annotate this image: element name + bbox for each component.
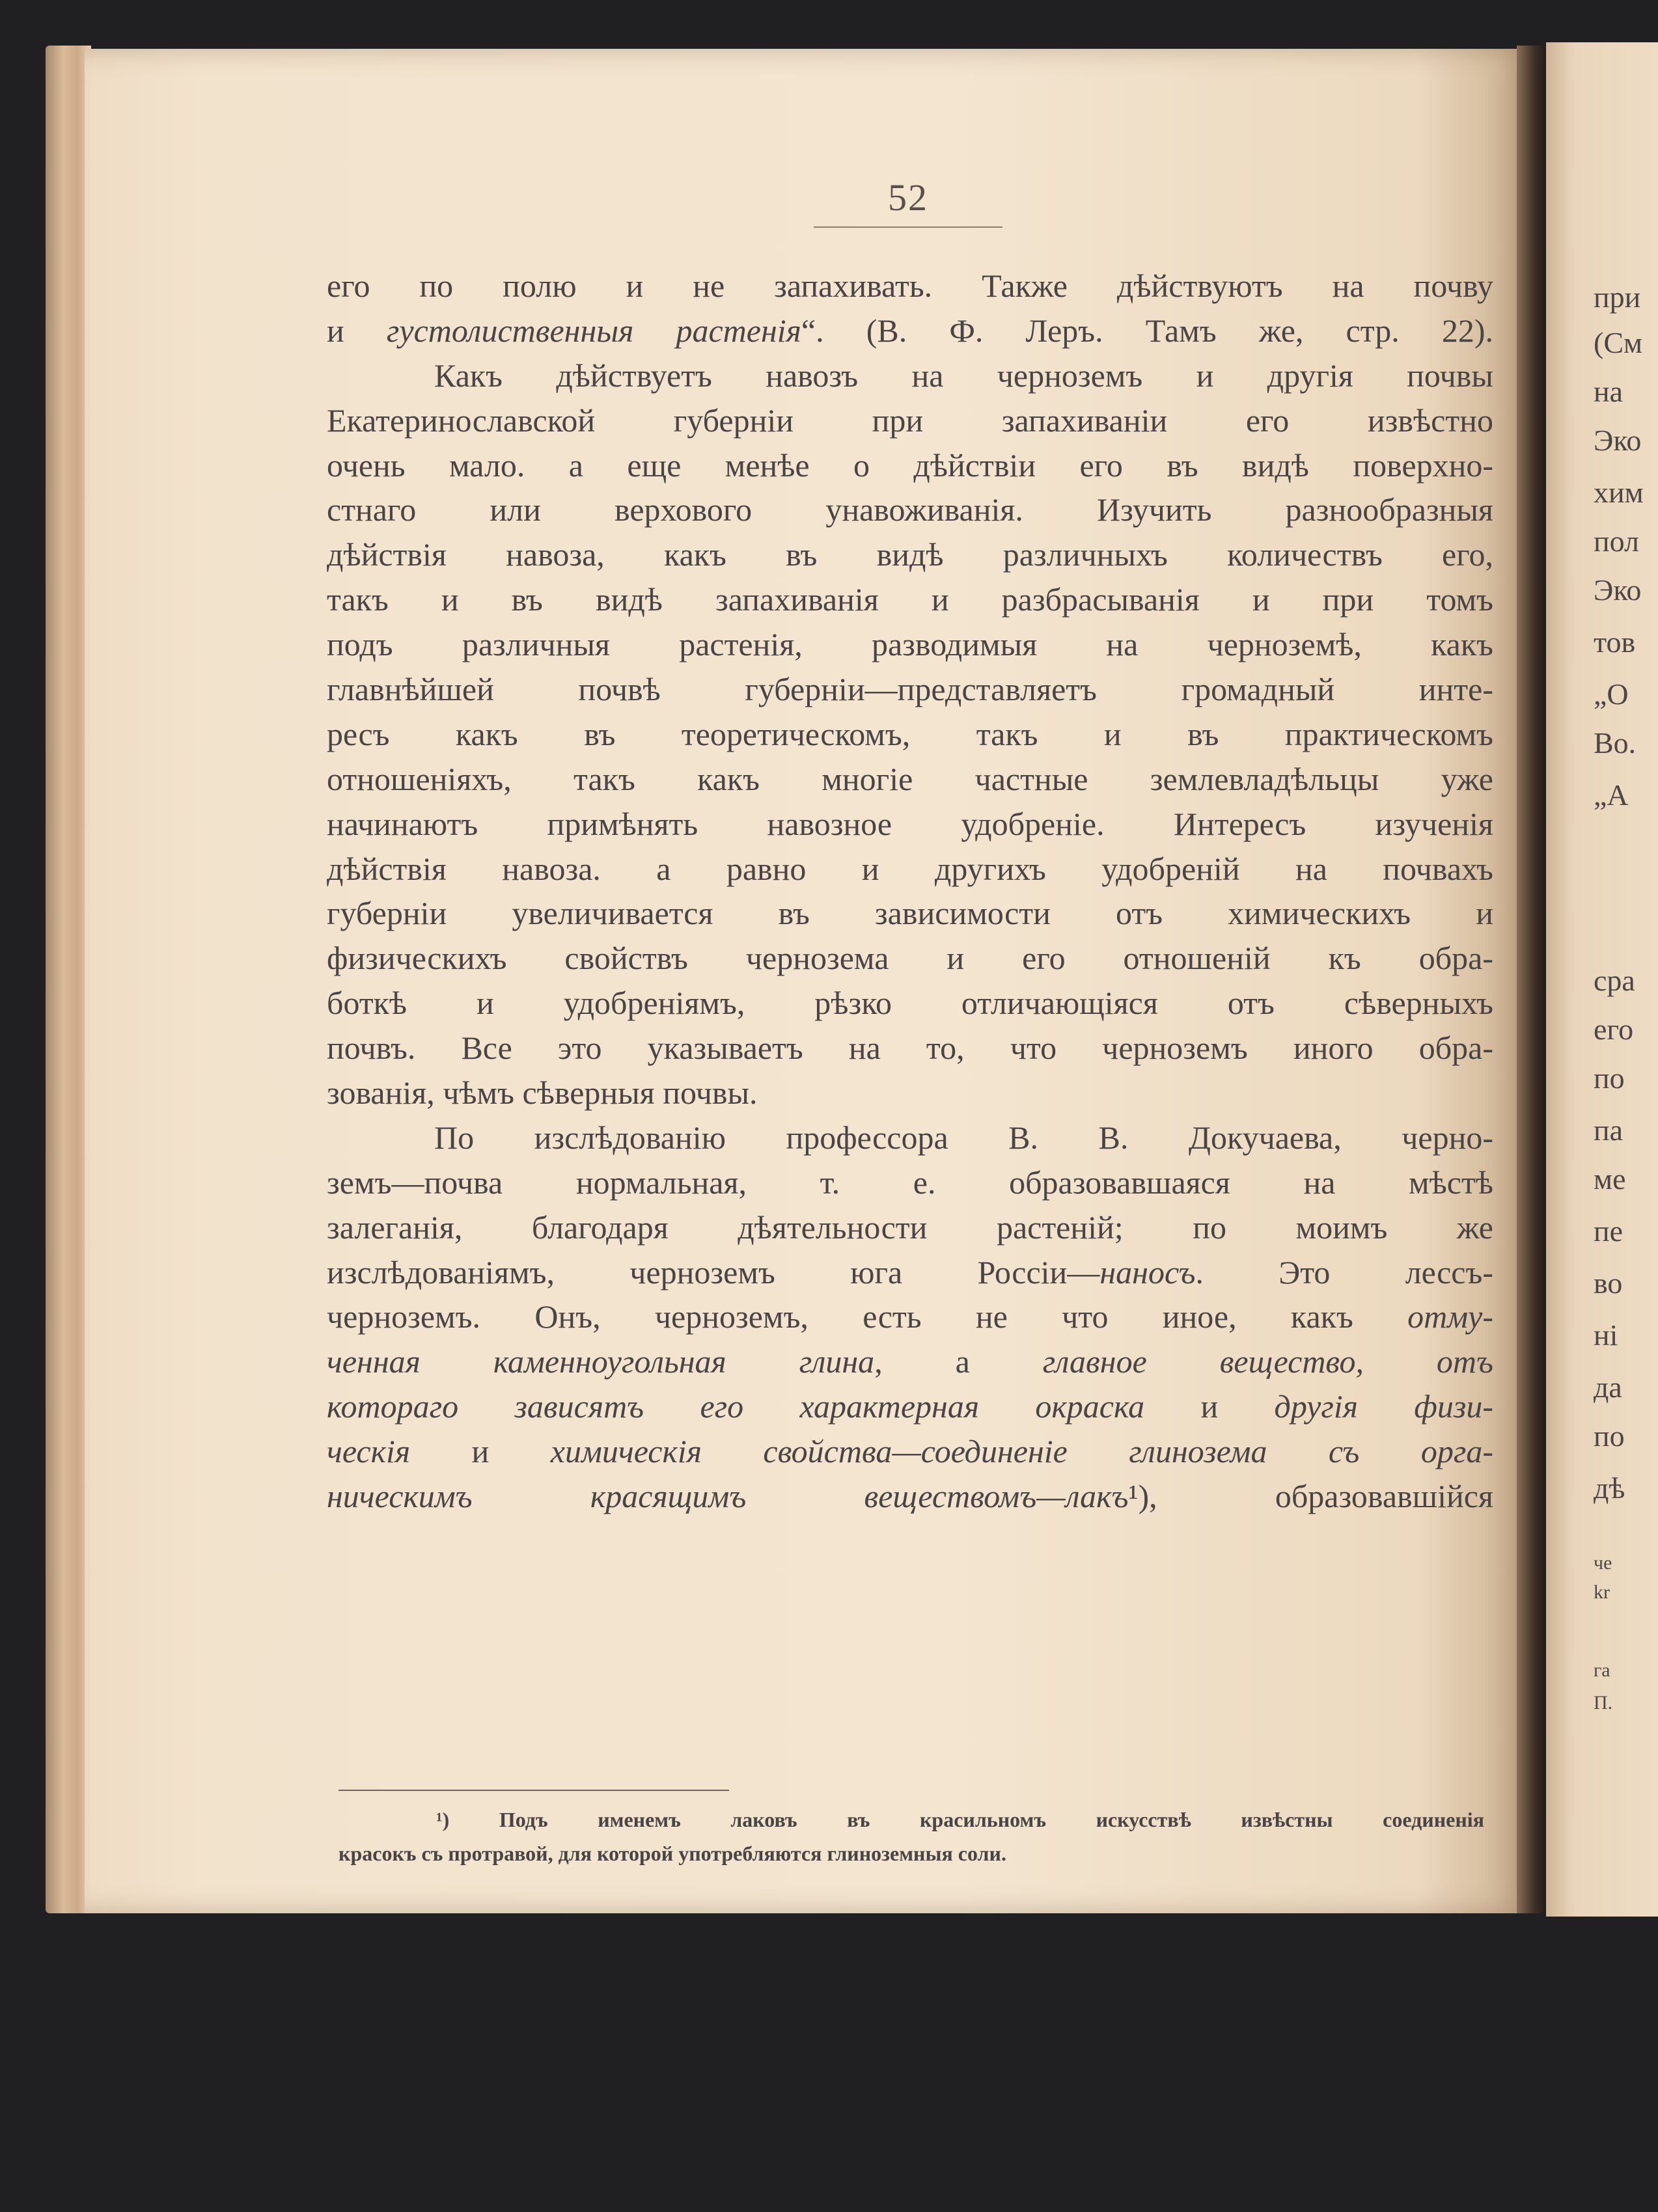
text-segment: почвъ. Все это указываетъ на то, что черноземъ иного обра- [327,1030,1493,1067]
text-line [327,847,1493,892]
text-segment: подъ различныя растенія, разводимыя на черноземѣ, какъ [327,626,1493,663]
text-line [327,936,1493,981]
facing-page-fragment: пол [1594,525,1639,558]
text-line [327,264,1493,308]
text-line [327,1384,1493,1429]
facing-page-fragment: пе [1594,1214,1623,1248]
italic-segment: химическія свойства—соединеніе глинозема съ орга- [550,1433,1493,1470]
text-line [327,1474,1493,1519]
text-segment: ресъ какъ въ теоретическомъ, такъ и въ практическомъ [327,715,1493,752]
facing-page-fragment: (См [1594,326,1643,359]
facing-page-fragment: по [1594,1419,1625,1453]
text-line [327,398,1493,443]
text-segment: . Это лессъ- [1195,1253,1493,1290]
facing-page-fragment: хим [1594,476,1644,509]
text-line [327,712,1493,757]
text-segment: начинаютъ примѣнять навозное удобреніе. Интересъ изученія [327,805,1493,842]
text-line [327,443,1493,488]
page-number-rule [814,226,1002,228]
italic-segment: другія физи- [1274,1388,1493,1425]
footnote-line: красокъ съ протравой, для которой употребляются глиноземныя соли. [339,1842,1006,1865]
facing-page-fragment: Эко [1594,424,1642,457]
text-segment: залеганія, благодаря дѣятельности растеній; по моимъ же [327,1208,1493,1246]
text-segment: очень мало. а еще менѣе о дѣйствіи его въ видѣ поверхно- [327,446,1493,484]
text-segment: , а [874,1343,1043,1380]
text-line [327,891,1493,936]
text-line [327,1160,1493,1205]
facing-page-fragment: тов [1594,625,1636,659]
text-line [327,667,1493,712]
italic-segment: наносъ [1099,1253,1196,1290]
text-line [327,1429,1493,1474]
text-segment: стнаго или верхового унавоживанія. Изучить разнообразныя [327,491,1493,528]
footnote [339,1803,1484,1870]
text-line [327,1026,1493,1071]
text-segment: такъ и въ видѣ запахиванія и разбрасыванія и при томъ [327,581,1493,618]
facing-page-fragment: во [1594,1266,1623,1300]
text-line [327,487,1493,532]
text-segment: земъ—почва нормальная, т. е. образовавшаяся на мѣстѣ [327,1164,1493,1201]
text-segment: ¹), образовавшійся [1128,1478,1493,1515]
text-segment: зованія, чѣмъ сѣверныя почвы. [327,1074,758,1112]
text-segment: губерніи увеличивается въ зависимости отъ химическихъ и [327,895,1493,932]
facing-page-fragment: да [1594,1371,1622,1404]
text-segment: и [327,312,387,349]
italic-segment: ническимъ красящимъ веществомъ—лакъ [327,1478,1129,1515]
facing-page-fragment: kr [1594,1581,1610,1603]
text-segment: отношеніяхъ, такъ какъ многіе частные землевладѣльцы уже [327,760,1493,797]
text-segment: дѣйствія навоза. а равно и другихъ удобреній на почвахъ [327,850,1493,887]
facing-page-fragment: Во. [1594,726,1637,759]
footnote-line: ¹) Подъ именемъ лаковъ въ красильномъ искусствѣ извѣстны соединенія [436,1808,1484,1831]
text-segment: Екатеринославской губерніи при запахиваніи его извѣстно [327,402,1493,439]
page-number: 52 [888,176,928,219]
text-segment: “. (В. Ф. Леръ. Тамъ же, стр. 22). [801,312,1493,349]
facing-page-fragment: га [1594,1659,1610,1681]
text-line [327,308,1493,353]
facing-page-fragment: на [1594,375,1623,408]
text-line [327,1339,1493,1384]
facing-page-fragment: Эко [1594,573,1642,607]
facing-page-fragment: че [1594,1552,1612,1574]
text-segment: Какъ дѣйствуетъ навозъ на черноземъ и другія почвы [434,357,1493,394]
facing-page-fragment: ні [1594,1318,1618,1352]
footnote-rule [339,1790,729,1791]
book-gutter [1517,46,1546,1913]
text-segment: изслѣдованіямъ, черноземъ юга Россіи— [327,1253,1100,1290]
text-line [327,757,1493,802]
facing-page-fragment: П. [1594,1692,1613,1714]
text-segment: и [1144,1388,1275,1425]
italic-segment: густолиственныя растенія [386,312,801,349]
facing-page-fragment: дѣ [1594,1471,1625,1505]
text-segment: боткѣ и удобреніямъ, рѣзко отличающіяся отъ сѣверныхъ [327,985,1493,1022]
text-segment: физическихъ свойствъ чернозема и его отношеній къ обра- [327,940,1493,977]
text-line [327,1071,1493,1115]
facing-page-fragment: ме [1594,1162,1626,1195]
text-line [327,1205,1493,1250]
text-line [327,1250,1493,1295]
text-line [327,981,1493,1026]
italic-segment: ченная каменноугольная глина [327,1343,875,1380]
facing-page-fragment: его [1594,1013,1634,1046]
text-segment: дѣйствія навоза, какъ въ видѣ различныхъ количествъ его, [327,536,1493,573]
text-line [327,802,1493,847]
text-line [327,1115,1493,1160]
text-segment: По изслѣдованію профессора В. В. Докучаева, черно- [434,1119,1493,1156]
facing-page-fragment: „А [1594,778,1629,812]
facing-page-fragment: па [1594,1113,1623,1147]
italic-segment: котораго зависятъ его характерная окраска [327,1388,1145,1425]
text-line [327,1294,1493,1339]
italic-segment: отму- [1407,1298,1493,1335]
facing-page-fragment: по [1594,1061,1625,1095]
text-segment: и [410,1433,551,1470]
italic-segment: ческія [327,1433,411,1470]
main-text [327,264,1493,1519]
italic-segment: главное вещество, отъ [1042,1343,1493,1380]
text-segment: его по полю и не запахивать. Также дѣйствуютъ на почву [327,267,1493,304]
text-line [327,353,1493,398]
facing-page-fragment: „О [1594,677,1629,711]
text-line [327,622,1493,667]
facing-page-fragment: сра [1594,964,1635,997]
text-segment: черноземъ. Онъ, черноземъ, есть не что иное, какъ [327,1298,1408,1335]
text-line [327,532,1493,577]
text-segment: главнѣйшей почвѣ губерніи—представляетъ громадный инте- [327,671,1493,708]
text-line [327,577,1493,622]
facing-page-fragment: при [1594,280,1641,314]
